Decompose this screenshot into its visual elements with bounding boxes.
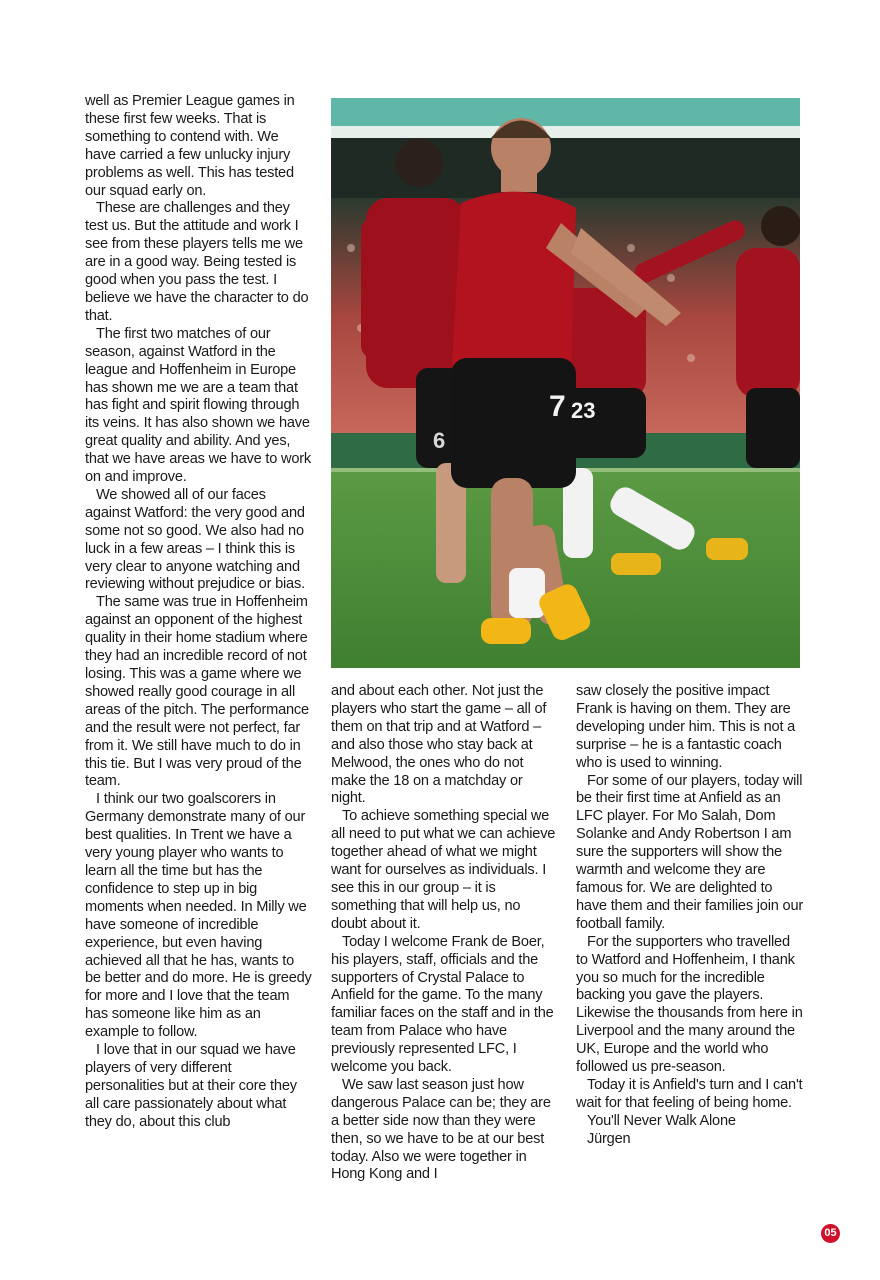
paragraph: To achieve something special we all need to put what we can achieve together ahead of what we might want for ourselves as individuals. I see this in our group – it is something that will help us, no doubt about it. (331, 808, 556, 932)
shirt-number: 23 (571, 398, 596, 423)
article-column-3 (576, 683, 804, 1149)
page-number-badge: 05 (821, 1224, 840, 1243)
paragraph: The same was true in Hoffenheim against an opponent of the highest quality in their home stadium where they had an incredible record of not losing. This was a game where we showed really good courage in all areas of the pitch. The performance and the result were not perfect, far from it. We still have much to do in this tie. But I was very proud of the team. (85, 594, 309, 790)
paragraph: We saw last season just how dangerous Palace can be; they are a better side now than they were then, so we have to be at our best today. Also we were together in Hong Kong and I (331, 1076, 551, 1183)
paragraph: I love that in our squad we have players of very different personalities but at their core they all care passionately about what they do, about this club (85, 1042, 297, 1130)
paragraph: For some of our players, today will be their first time at Anfield as an LFC player. For Mo Salah, Dom Solanke and Andy Robertson I am sure the supporters will show the warmth and welcome they are famous for. We are delighted to have them and their families join our football family. (576, 772, 804, 932)
shirt-number: 6 (433, 428, 446, 453)
paragraph: Today it is Anfield's turn and I can't wait for that feeling of being home. (576, 1076, 803, 1111)
paragraph: For the supporters who travelled to Watford and Hoffenheim, I thank you so much for the incredible backing you gave the players. Likewise the thousands from here in Liverpool and the many around the UK, Europe and the world who followed us pre-season. (576, 933, 803, 1076)
players-warming-up-photo (331, 98, 800, 668)
article-column-1 (85, 93, 313, 1132)
paragraph: well as Premier League games in these first few weeks. That is something to contend with. We have carried a few unlucky injury problems as well. This has tested our squad early on. (85, 93, 295, 199)
article-column-2 (331, 683, 559, 1184)
paragraph: and about each other. Not just the players who start the game – all of them on that trip and at Watford – and also those who stay back at Melwood, the ones who do not make the 18 on a matchday or night. (331, 683, 547, 807)
paragraph: saw closely the positive impact Frank is having on them. They are developing under him. This is not a surprise – he is a fantastic coach who is used to winning. (576, 683, 796, 771)
signature: Jürgen (587, 1130, 631, 1147)
paragraph: The first two matches of our season, against Watford in the league and Hoffenheim in Europe has shown me we are a team that has fight and spirit flowing through its veins. It has also shown we have great quality and ability. And yes, that we have areas we have to work on and improve. (85, 325, 312, 486)
paragraph: Today I welcome Frank de Boer, his players, staff, officials and the supporters of Crystal Palace to Anfield for the game. To the many familiar faces on the staff and in the team from Palace who have previously represented LFC, I welcome you back. (331, 933, 554, 1076)
paragraph: We showed all of our faces against Watford: the very good and some not so good. We also had no luck in a few areas – I think this is very clear to anyone watching and reviewing without prejudice or bias. (85, 486, 305, 593)
shirt-number: 7 (549, 390, 566, 423)
signoff: You'll Never Walk Alone (587, 1112, 736, 1129)
paragraph: These are challenges and they test us. But the attitude and work I see from these players tells me we are in a good way. Being tested is good when you pass the test. I believe we have the character to do that. (85, 200, 309, 324)
paragraph: I think our two goalscorers in Germany demonstrate many of our best qualities. In Trent we have a very young player who wants to learn all the time but has the confidence to step up in big moments when needed. In Milly we have someone of incredible experience, but even having achieved all that he has, wants to be better and do more. He is greedy for more and I love that the team has someone like him as an example to follow. (85, 791, 312, 1041)
